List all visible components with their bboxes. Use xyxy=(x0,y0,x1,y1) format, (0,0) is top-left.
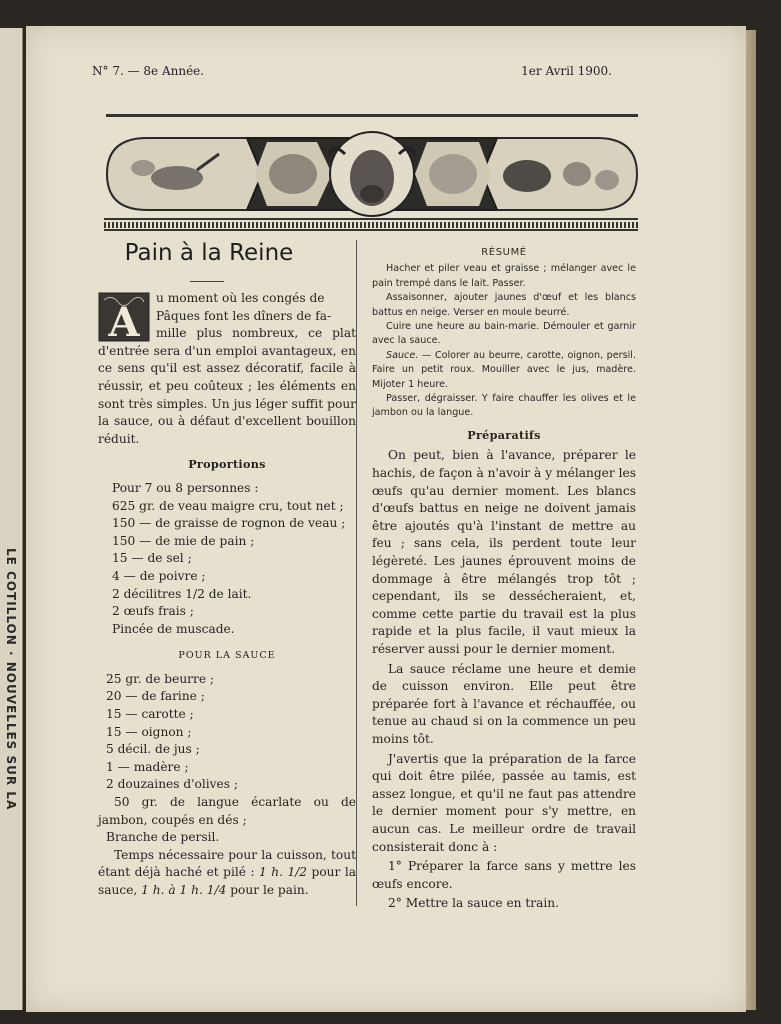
proportion-line: 625 gr. de veau maigre cru, tout net ; xyxy=(112,498,344,513)
proportions-heading: Proportions xyxy=(188,457,266,472)
dropcap-letter: A xyxy=(108,299,140,342)
spine-title: LE COTILLON · NOUVELLES SUR LA xyxy=(4,548,18,811)
issue-date: 1er Avril 1900. xyxy=(521,64,612,78)
preparatifs-paragraph: J'avertis que la préparation de la farce qui doit être pilée, passée au tamis, est assez longue, et qu'il ne faut pas attendre le dernier moment pour s'y mettre, en aucun cas. Le meilleur ordre de travail consisterait donc à : xyxy=(372,751,636,854)
proportion-line: 150 — de mie de pain ; xyxy=(112,533,255,548)
left-column xyxy=(98,290,356,900)
proportion-line: 2 décilitres 1/2 de lait. xyxy=(112,586,252,601)
resume-sauce-label: Sauce. xyxy=(386,349,419,361)
intro-line-3: mille plus nombreux, ce plat xyxy=(156,326,356,341)
sauce-list xyxy=(98,671,356,794)
livestock-banner-illustration xyxy=(106,128,638,220)
banner-border-base xyxy=(104,229,638,231)
header-rule xyxy=(106,114,638,117)
sauce-line: 15 — carotte ; xyxy=(106,707,194,722)
title-underline xyxy=(190,281,224,282)
preparatifs-step: 2° Mettre la sauce en train. xyxy=(388,896,559,911)
sauce-line: 25 gr. de beurre ; xyxy=(106,671,215,686)
preparatifs-step: 1° Préparer la farce sans y mettre les œufs encore. xyxy=(372,859,636,891)
preparatifs-paragraph: On peut, bien à l'avance, préparer le hachis, de façon à n'avoir à y mélanger les œufs qu'au dernier moment. Les blancs d'œufs battus en neige ne doivent jamais être ajoutés qu'à l'instant de mettre au feu ; sans cela, ils perdent toute leur légèreté. Les jaunes éprouvent moins de dommage à être mélangés trop tôt ; cependant, ils se dessécheraient, et, comme cette partie du travail est la plus rapide et la plus facile, il vaut mieux la réserver aussi pour le dernier moment. xyxy=(372,448,636,656)
langue-line: 50 gr. de langue écarlate ou de jambon, coupés en dés ; xyxy=(98,795,356,827)
page-header xyxy=(92,64,612,84)
resume-paragraph: Passer, dégraisser. Y faire chauffer les olives et le jambon ou la langue. xyxy=(372,393,636,419)
proportion-line: Pincée de muscade. xyxy=(112,621,235,636)
resume-paragraph: Assaisonner, ajouter jaunes d'œuf et les blancs battus en neige. Verser en moule beurré. xyxy=(372,292,636,318)
resume-box xyxy=(372,246,636,421)
cooking-time-sauce: 1 h. 1/2 xyxy=(259,865,308,880)
resume-paragraph: Hacher et piler veau et graisse ; mélanger avec le pain trempé dans le lait. Passer. xyxy=(372,263,636,289)
banner-border-top xyxy=(104,218,638,220)
proportion-line: 150 — de graisse de rognon de veau ; xyxy=(112,516,346,531)
dropcap-ornament-icon xyxy=(98,292,150,342)
proportion-line: 15 — de sel ; xyxy=(112,551,192,566)
cooking-time-e: pour le pain. xyxy=(226,883,309,897)
column-divider xyxy=(356,240,357,906)
proportion-line: 4 — de poivre ; xyxy=(112,568,206,583)
facing-page-edge xyxy=(0,28,23,1010)
persil-line: Branche de persil. xyxy=(106,830,220,845)
intro-line-2: Pâques font les dîners de fa- xyxy=(156,308,332,323)
banner-border-bottom xyxy=(104,222,638,228)
cooking-time xyxy=(98,847,356,900)
proportion-line: 2 œufs frais ; xyxy=(112,604,194,619)
cooking-time-c: pour la sauce, xyxy=(98,865,356,897)
proportions-list xyxy=(98,480,356,638)
intro-paragraph xyxy=(98,290,356,448)
intro-rest: d'entrée sera d'un emploi avantageux, en ce sens qu'il est assez décoratif, facile à réussir, et peu coûteux ; les éléments en sont très simples. Un jus léger suffit pour la sauce, ou à défaut d'excellent bouillon réduit. xyxy=(98,343,356,446)
preparatifs-paragraph: La sauce réclame une heure et demie de cuisson environ. Elle peut être préparée fort à l'avance et réchauffée, ou tenue au chaud si on la commence un peu moins tôt. xyxy=(372,661,636,746)
sauce-line: 5 décil. de jus ; xyxy=(106,742,200,757)
sauce-line: 2 douzaines d'olives ; xyxy=(106,777,239,792)
proportion-line: Pour 7 ou 8 personnes : xyxy=(112,480,259,495)
resume-heading: RÉSUMÉ xyxy=(481,247,527,258)
resume-paragraph xyxy=(372,349,636,392)
resume-sauce-text: — Colorer au beurre, carotte, oignon, persil. Faire un petit roux. Mouiller avec le jus, madère. Mijoter 1 heure. xyxy=(372,349,636,390)
sauce-heading: POUR LA SAUCE xyxy=(178,650,276,662)
sauce-line: 15 — oignon ; xyxy=(106,724,192,739)
issue-number: N° 7. — 8e Année. xyxy=(92,64,205,78)
right-column xyxy=(372,246,636,913)
cooking-time-pain: 1 h. à 1 h. 1/4 xyxy=(141,883,227,897)
article-title: Pain à la Reine xyxy=(124,240,294,266)
cooking-time-a: Temps nécessaire pour la cuisson, tout étant déjà haché et pilé : xyxy=(98,847,356,880)
intro-line-1: u moment où les congés de xyxy=(156,291,325,305)
resume-paragraph: Cuire une heure au bain-marie. Démouler et garnir avec la sauce. xyxy=(372,321,636,347)
sauce-line: 1 — madère ; xyxy=(106,759,189,774)
sauce-line: 20 — de farine ; xyxy=(106,689,205,704)
preparatifs-heading: Préparatifs xyxy=(467,427,541,442)
